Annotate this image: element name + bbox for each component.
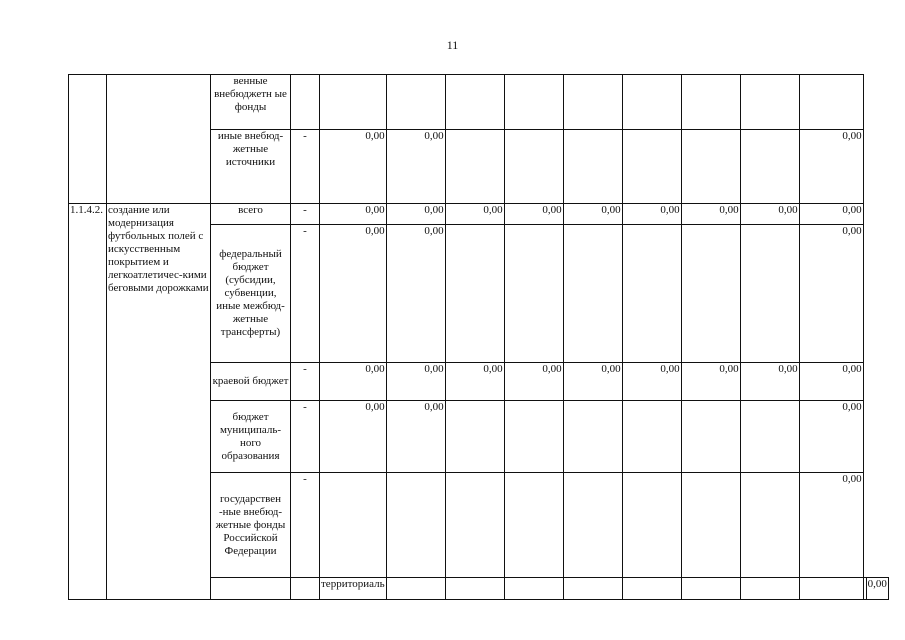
value-cell bbox=[504, 130, 563, 204]
budget-table bbox=[68, 74, 889, 600]
next-name-cell bbox=[291, 578, 320, 600]
value-cell bbox=[563, 473, 622, 578]
dash-cell: - bbox=[291, 473, 320, 578]
value-cell bbox=[445, 130, 504, 204]
value-cell bbox=[445, 401, 504, 473]
dash-cell: - bbox=[291, 204, 320, 225]
source-cell: территориаль bbox=[320, 578, 387, 600]
value-cell: 0,00 bbox=[622, 363, 681, 401]
value-cell: 0,00 bbox=[799, 204, 863, 225]
value-cell: 0,00 bbox=[681, 363, 740, 401]
table-row bbox=[69, 204, 889, 225]
value-cell bbox=[563, 75, 622, 130]
value-cell: 0,00 bbox=[563, 204, 622, 225]
value-cell: 0,00 bbox=[799, 401, 863, 473]
next-code-cell bbox=[211, 578, 291, 600]
value-cell bbox=[563, 578, 622, 600]
value-cell bbox=[740, 130, 799, 204]
value-cell: 0,00 bbox=[504, 204, 563, 225]
value-cell bbox=[563, 225, 622, 363]
value-cell: 0,00 bbox=[386, 204, 445, 225]
value-cell bbox=[740, 225, 799, 363]
value-cell bbox=[740, 75, 799, 130]
value-cell: 0,00 bbox=[799, 363, 863, 401]
source-cell: федеральный бюджет (субсидии, субвенции, иные межбюд-жетные трансферты) bbox=[211, 225, 291, 363]
source-cell: государствен -ные внебюд-жетные фонды Российской Федерации bbox=[211, 473, 291, 578]
prev-name-cell bbox=[107, 75, 211, 204]
value-cell bbox=[681, 75, 740, 130]
value-cell: 0,00 bbox=[386, 130, 445, 204]
value-cell: 0,00 bbox=[386, 363, 445, 401]
value-cell: 0,00 bbox=[320, 130, 387, 204]
value-cell: 0,00 bbox=[681, 204, 740, 225]
value-cell bbox=[622, 578, 681, 600]
item-name: создание или модернизация футбольных полей с искусственным покрытием и легкоатлетичес-кими беговыми дорожками bbox=[107, 204, 211, 600]
value-cell: 0,00 bbox=[320, 363, 387, 401]
value-cell: 0,00 bbox=[799, 130, 863, 204]
value-cell bbox=[681, 578, 740, 600]
page-number: 11 bbox=[446, 38, 459, 52]
value-cell bbox=[386, 473, 445, 578]
value-cell bbox=[622, 75, 681, 130]
value-cell bbox=[445, 225, 504, 363]
value-cell bbox=[681, 130, 740, 204]
value-cell bbox=[563, 401, 622, 473]
value-cell bbox=[740, 578, 799, 600]
value-cell bbox=[445, 473, 504, 578]
value-cell: 0,00 bbox=[740, 363, 799, 401]
prev-code-cell bbox=[69, 75, 107, 204]
value-cell: 0,00 bbox=[622, 204, 681, 225]
value-cell bbox=[504, 75, 563, 130]
source-cell: иные внебюд-жетные источники bbox=[211, 130, 291, 204]
value-cell bbox=[504, 225, 563, 363]
dash-cell bbox=[291, 75, 320, 130]
value-cell: 0,00 bbox=[563, 363, 622, 401]
table-row bbox=[69, 75, 889, 130]
value-cell bbox=[622, 225, 681, 363]
dash-cell: - bbox=[291, 130, 320, 204]
value-cell bbox=[681, 225, 740, 363]
value-cell bbox=[799, 75, 863, 130]
value-cell: 0,00 bbox=[445, 363, 504, 401]
value-cell bbox=[622, 473, 681, 578]
value-cell bbox=[681, 473, 740, 578]
value-cell bbox=[320, 473, 387, 578]
value-cell: 0,00 bbox=[504, 363, 563, 401]
value-cell bbox=[445, 578, 504, 600]
source-cell: бюджет муниципаль-ного образования bbox=[211, 401, 291, 473]
value-cell bbox=[563, 130, 622, 204]
value-cell bbox=[740, 401, 799, 473]
value-cell bbox=[740, 473, 799, 578]
value-cell bbox=[504, 473, 563, 578]
value-cell bbox=[504, 401, 563, 473]
item-code: 1.1.4.2. bbox=[69, 204, 107, 600]
source-cell: венные внебюджетн ые фонды bbox=[211, 75, 291, 130]
value-cell bbox=[320, 75, 387, 130]
value-cell: 0,00 bbox=[866, 578, 888, 600]
value-cell: 0,00 bbox=[320, 401, 387, 473]
value-cell: 0,00 bbox=[320, 225, 387, 363]
value-cell bbox=[622, 401, 681, 473]
value-cell bbox=[799, 578, 863, 600]
value-cell: 0,00 bbox=[740, 204, 799, 225]
value-cell bbox=[386, 75, 445, 130]
value-cell: 0,00 bbox=[320, 204, 387, 225]
value-cell: 0,00 bbox=[799, 225, 863, 363]
value-cell: 0,00 bbox=[386, 401, 445, 473]
dash-cell: - bbox=[291, 363, 320, 401]
value-cell bbox=[622, 130, 681, 204]
value-cell: 0,00 bbox=[445, 204, 504, 225]
value-cell: 0,00 bbox=[386, 225, 445, 363]
dash-cell bbox=[386, 578, 445, 600]
value-cell: 0,00 bbox=[799, 473, 863, 578]
value-cell bbox=[504, 578, 563, 600]
dash-cell: - bbox=[291, 401, 320, 473]
dash-cell: - bbox=[291, 225, 320, 363]
source-cell: краевой бюджет bbox=[211, 363, 291, 401]
value-cell bbox=[445, 75, 504, 130]
value-cell bbox=[681, 401, 740, 473]
source-cell: всего bbox=[211, 204, 291, 225]
